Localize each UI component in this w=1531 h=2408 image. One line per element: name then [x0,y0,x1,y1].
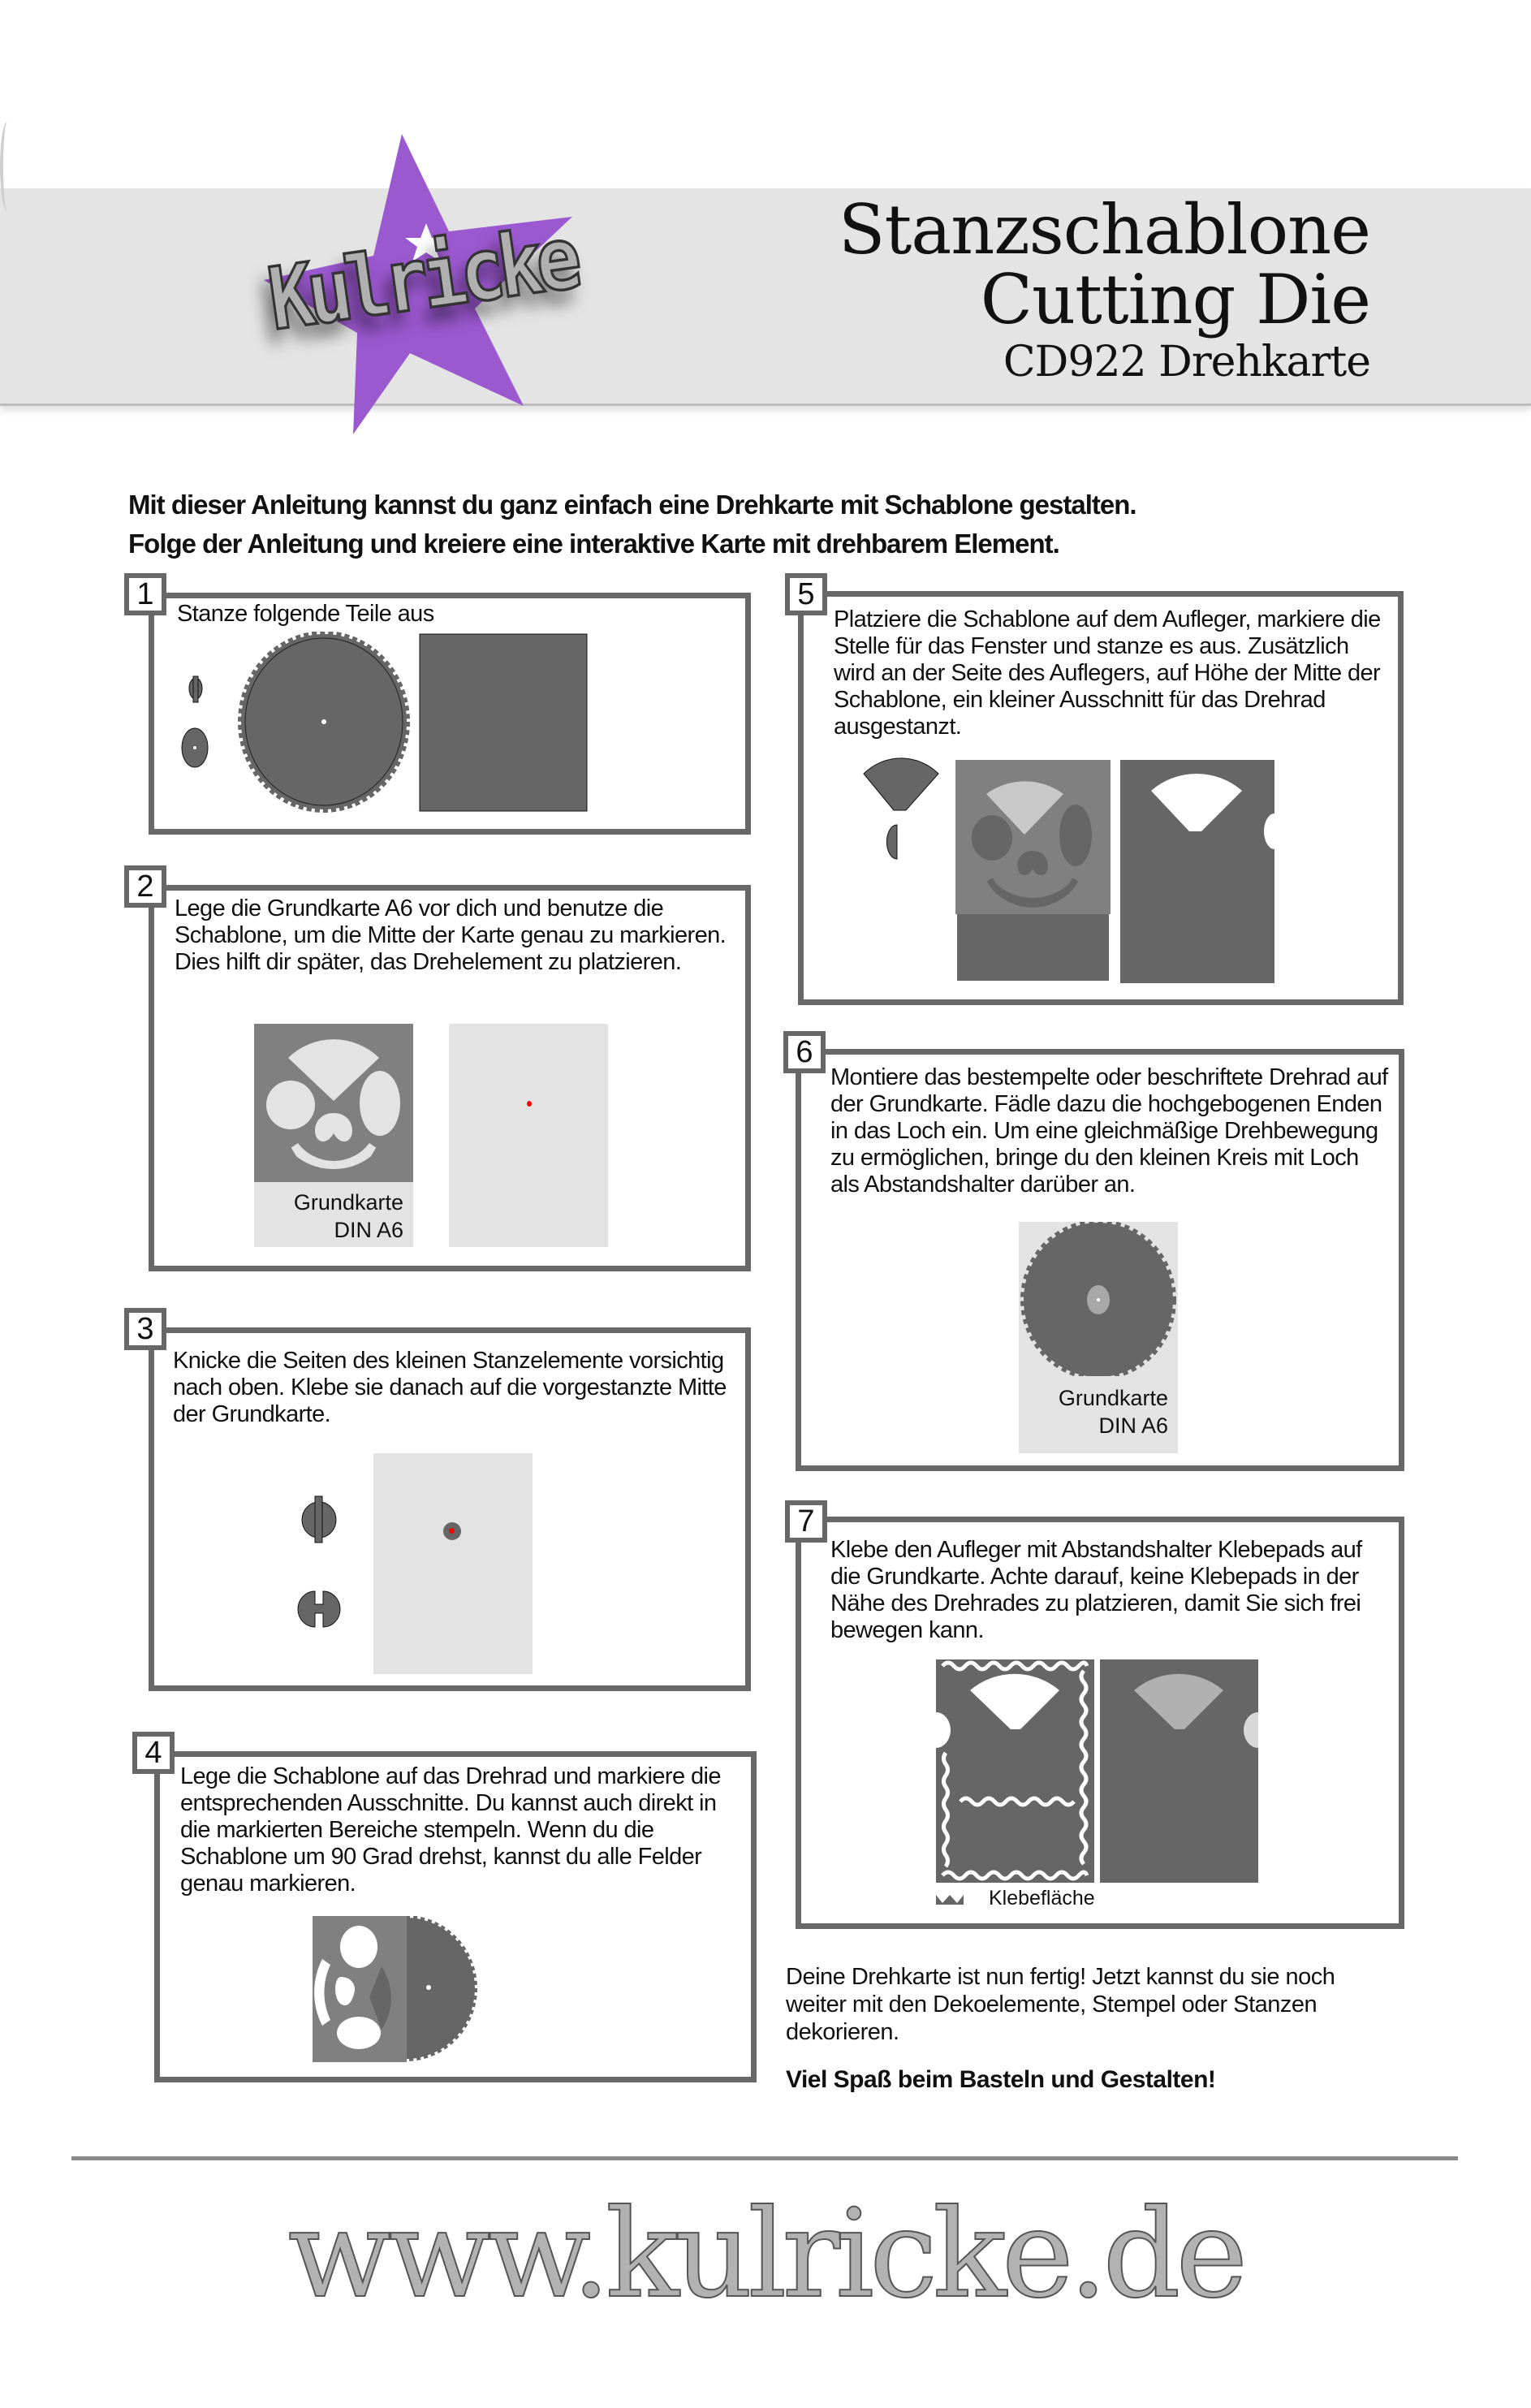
page-title [838,190,1370,339]
card-caption [1059,1384,1168,1439]
base-card-with-wheel [1019,1222,1178,1453]
brand-logo: Kulricke [262,208,581,350]
footer-divider [71,2156,1458,2160]
base-card-marked [449,1024,608,1247]
step-3-text: Knicke die Seiten des kleinen Stanzelemente vorsichtig nach oben. Klebe sie danach auf die vorgestanzte Mitte der Grundkarte. [173,1348,727,1427]
step-4-illustration [313,1916,540,2062]
intro-text [128,485,1136,563]
caption-line-2: DIN A6 [334,1218,403,1242]
step-4-number: 4 [132,1732,175,1774]
step-6-text: Montiere das bestempelte oder beschriftete Drehrad auf der Grundkarte. Fädle dazu die hochgebogenen Enden in das Loch ein. Um eine gleichmäßige Drehbewegung zu ermöglichen, bringe du den kleinen Kreis mit Loch als Abstandshalter darüber an. [830,1064,1388,1198]
torn-edge-decoration [0,122,15,211]
template-on-topper-icon [955,760,1111,914]
product-code: CD922 Drehkarte [1003,338,1370,386]
template-cutouts-icon [254,1024,413,1182]
card-caption [254,1182,413,1244]
website-url[interactable]: www.kulricke.de [287,2184,1244,2325]
step-5-number: 5 [785,573,827,615]
topper-with-adhesive [936,1659,1094,1883]
topper-punched [1120,760,1274,983]
base-card-with-spacer [373,1453,533,1674]
adhesive-legend-icon [936,1893,964,1905]
step-5-text: Platziere die Schablone auf dem Aufleger, markiere die Stelle für das Fenster und stanze es aus. Zusätzlich wird an der Seite des Auflegers, auf Höhe der Mitte der Schablone, ein kleiner Ausschnitt für das Drehrad ausgestanzt. [834,606,1381,740]
base-card-with-template [254,1024,413,1247]
step-4-text: Lege die Schablone auf das Drehrad und markiere die entsprechenden Ausschnitte. Du kannst auch direkt in die markierten Bereiche stempeln. Wenn du die Schablone um 90 Grad drehst, kannst du alle Felder genau markieren. [180,1763,721,1897]
spacer-pieces-icon [296,1490,345,1628]
title-line-1: Stanzschablone [838,190,1370,270]
assembled-card [1100,1659,1258,1883]
caption-line-2: DIN A6 [1098,1413,1168,1438]
rotating-wheel-icon [1019,1222,1178,1376]
step-3-number: 3 [124,1308,166,1350]
topper-bottom [957,912,1109,981]
caption-line-1: Grundkarte [1058,1386,1168,1410]
step-1-illustration [170,632,690,822]
step-2-text: Lege die Grundkarte A6 vor dich und benutze die Schablone, um die Mitte der Karte genau zu markieren. Dies hilft dir später, das Drehelement zu platzieren. [175,895,727,975]
step-6-number: 6 [783,1031,826,1073]
center-mark [527,1101,532,1107]
step-2-number: 2 [124,865,166,908]
topper-with-template [955,760,1111,981]
step-7-number: 7 [785,1500,827,1543]
caption-line-1: Grundkarte [293,1190,403,1215]
window-and-notch-pieces-icon [852,757,950,862]
center-mark [449,1528,455,1534]
title-line-2: Cutting Die [980,260,1370,339]
step-7-text: Klebe den Aufleger mit Abstandshalter Klebepads auf die Grundkarte. Achte darauf, keine Klebepads in der Nähe des Drehrades zu platzieren, damit Sie sich frei bewegen kann. [830,1537,1362,1643]
intro-line-2: Folge der Anleitung und kreiere eine interaktive Karte mit drehbarem Element. [128,529,1059,559]
closing-wish: Viel Spaß beim Basteln und Gestalten! [786,2066,1216,2093]
step-1-text: Stanze folgende Teile aus [177,601,434,627]
step-1-number: 1 [124,573,166,615]
intro-line-1: Mit dieser Anleitung kannst du ganz einfach eine Drehkarte mit Schablone gestalten. [128,490,1136,520]
legend-label: Klebefläche [989,1887,1095,1910]
template-overlay [254,1024,413,1182]
closing-text: Deine Drehkarte ist nun fertig! Jetzt kannst du sie noch weiter mit den Dekoelemente, Stempel oder Stanzen dekorieren. [786,1964,1335,2045]
